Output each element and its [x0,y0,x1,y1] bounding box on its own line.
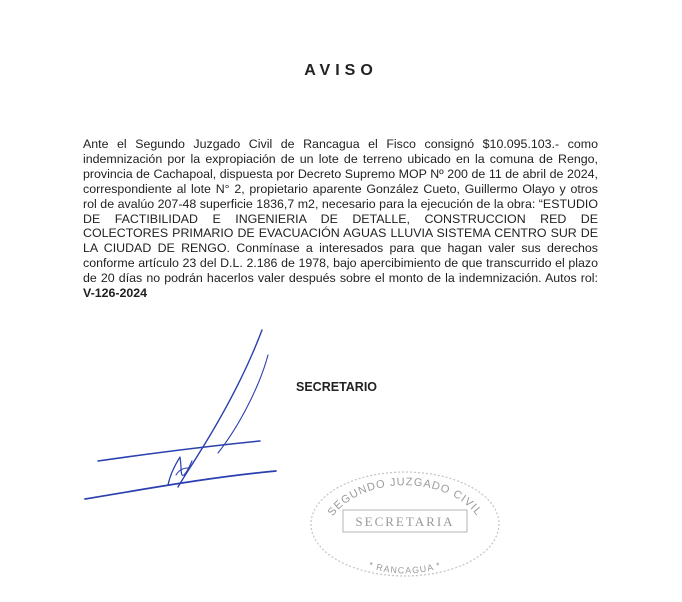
stamp-bottom-text: * RANCAGUA * [367,559,443,576]
stamp-center-text: SECRETARIA [355,514,455,529]
autos-rol: V-126-2024 [83,286,148,301]
handwritten-signature [80,325,280,505]
notice-body-text: Ante el Segundo Juzgado Civil de Rancagua el Fisco consignó $10.095.103.- como indemnización por la expropiación de un lote de terreno ubicado en la comuna de Rengo, provincia de Cachapoal, dispuesta por Decreto Supremo MOP Nº 200 de 11 de abril de 2024, correspondiente al lote N° 2, propietario aparente González Cueto, Guillermo Olayo y otros rol de avalúo 207-48 superficie 1836,7 m2, necesario para la ejecución de la obra: “ESTUDIO DE FACTIBILIDAD E INGENIERIA DE DETALLE, CONSTRUCCION RED DE COLECTORES PRIMARIO DE EVACUACIÓN AGUAS LLUVIA SISTEMA CENTRO SUR DE LA CIUDAD DE RENGO. Conmínase a interesados para que hagan valer sus derechos conforme artículo 23 del D.L. 2.186 de 1978, bajo apercibimiento de que transcurrido el plazo de 20 días no podrán hacerlos valer después sobre el monto de la indemnización. Autos rol: [83,137,598,286]
court-stamp [305,458,505,578]
signatory-label: SECRETARIO [296,380,378,394]
notice-title: AVISO [304,62,378,79]
svg-text:* RANCAGUA * [368,560,443,576]
stamp-top-text: SEGUNDO JUZGADO CIVIL [325,476,485,519]
notice-body [83,137,598,301]
